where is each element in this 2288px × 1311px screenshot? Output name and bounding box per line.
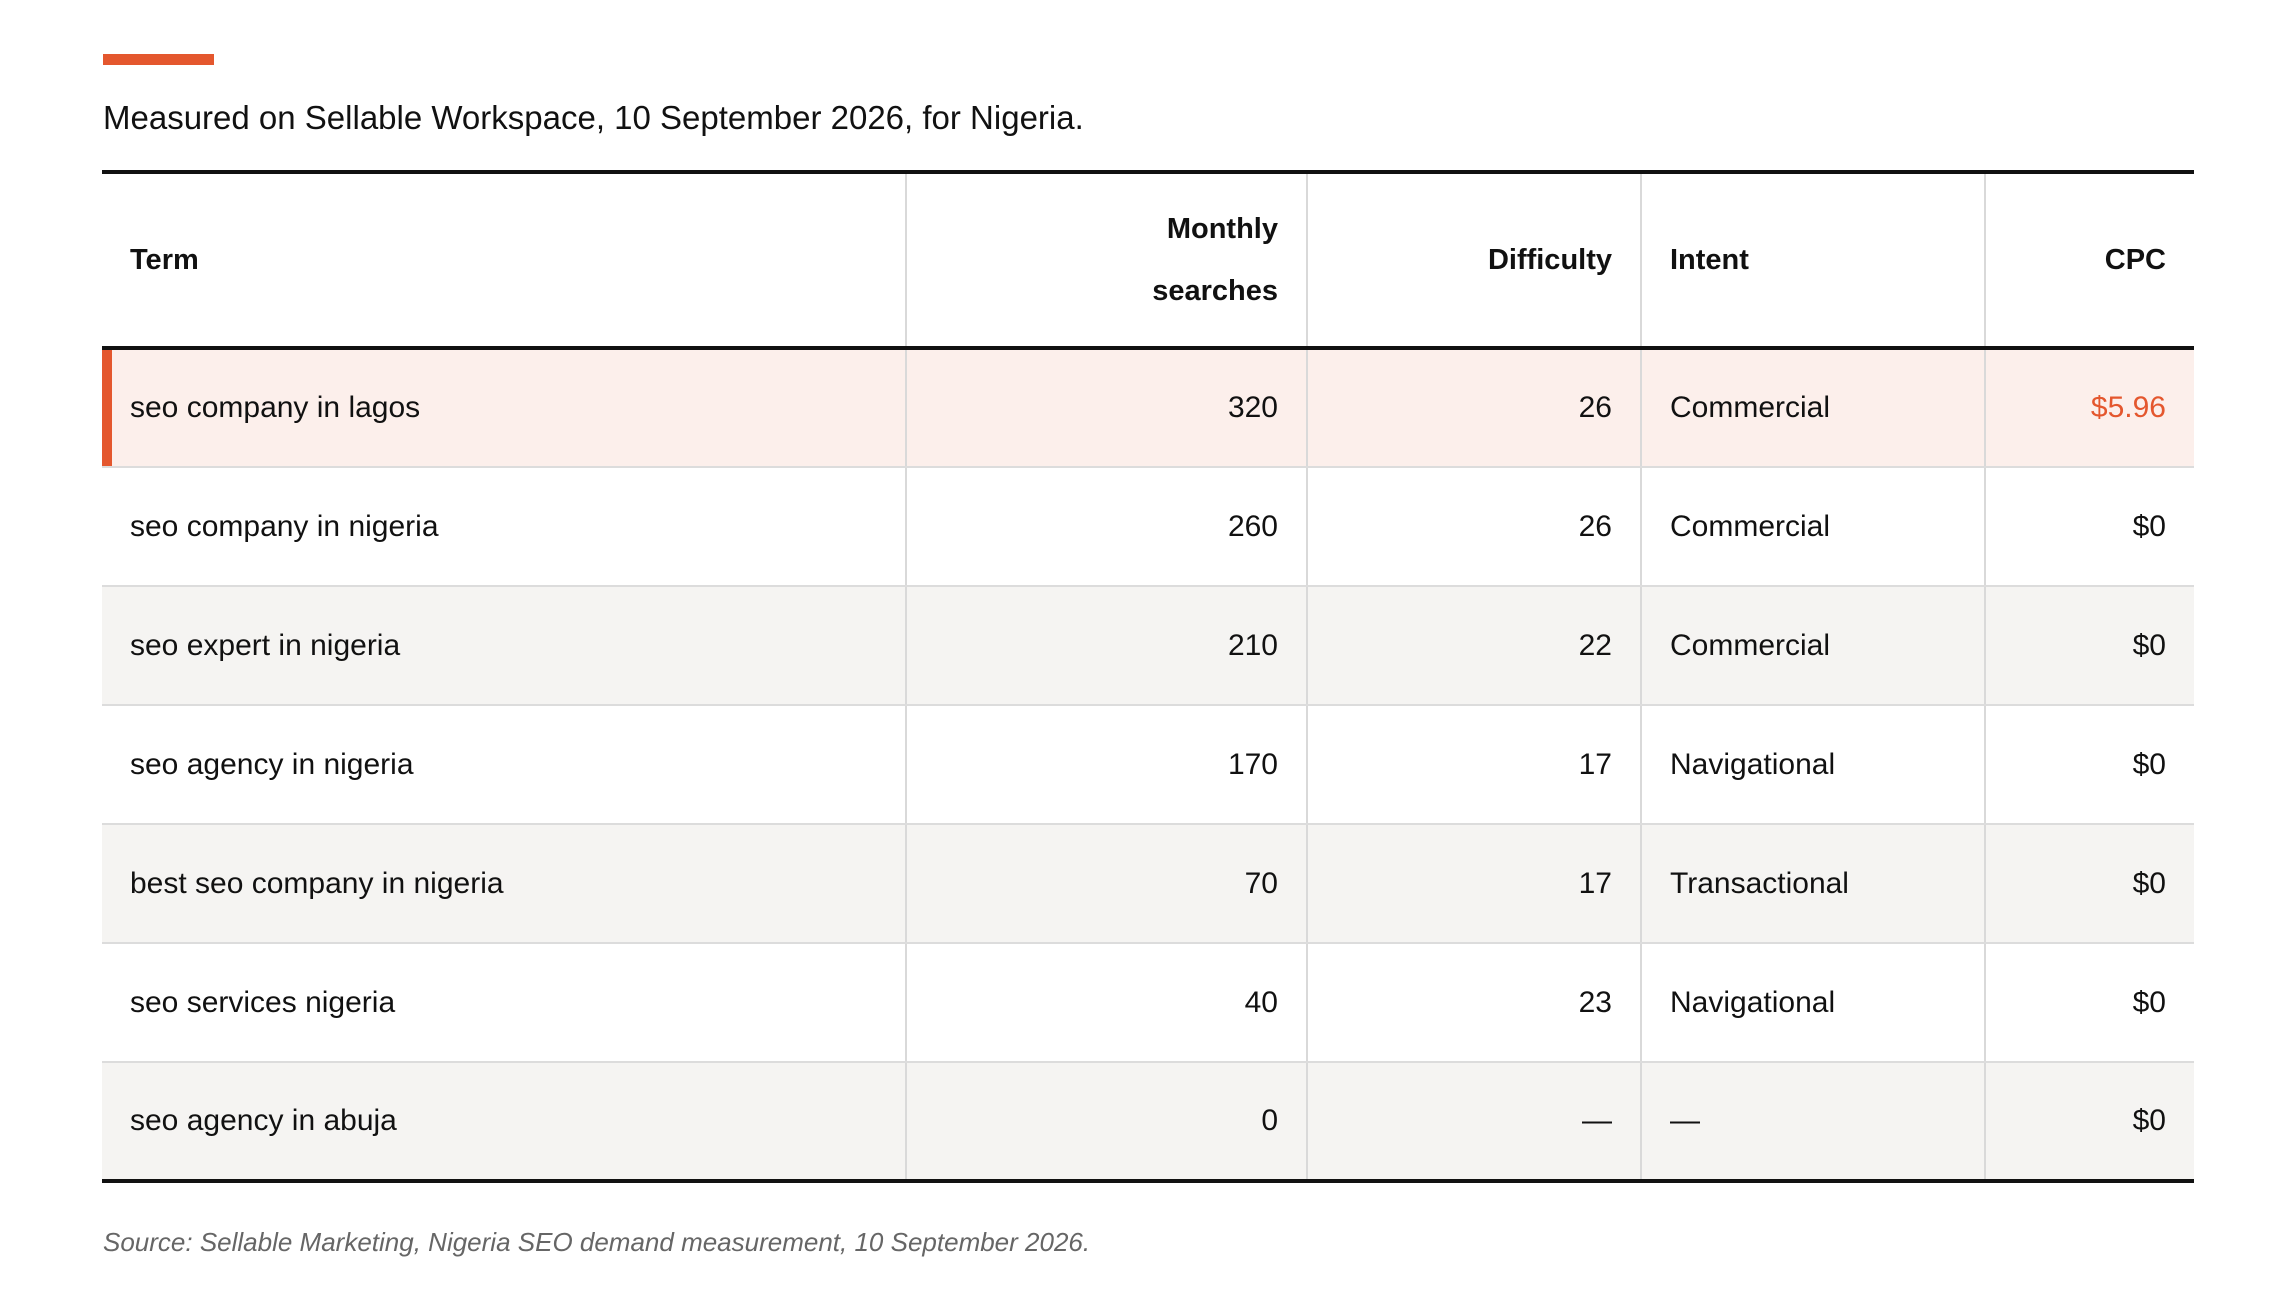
cell-cpc: $0: [1985, 1062, 2194, 1181]
cell-intent: —: [1641, 1062, 1985, 1181]
cell-term: seo services nigeria: [102, 943, 906, 1062]
cell-difficulty: 17: [1307, 705, 1641, 824]
cell-monthly-searches: 320: [906, 348, 1307, 467]
cell-cpc: $0: [1985, 705, 2194, 824]
table-row-highlighted: [102, 348, 2194, 467]
cell-monthly-searches: 70: [906, 824, 1307, 943]
cell-intent: Commercial: [1641, 586, 1985, 705]
table-row: [102, 943, 2194, 1062]
cell-difficulty: 17: [1307, 824, 1641, 943]
cell-cpc: $0: [1985, 943, 2194, 1062]
cell-term: seo agency in nigeria: [102, 705, 906, 824]
table-row: [102, 586, 2194, 705]
cell-cpc: $0: [1985, 467, 2194, 586]
accent-bar: [103, 54, 214, 65]
header-row: [102, 172, 2194, 348]
header-intent: Intent: [1641, 172, 1985, 348]
cell-term: seo company in lagos: [102, 348, 906, 467]
table-header: [102, 172, 2194, 348]
table-row: [102, 467, 2194, 586]
cell-term: seo agency in abuja: [102, 1062, 906, 1181]
cell-monthly-searches: 0: [906, 1062, 1307, 1181]
cell-intent: Navigational: [1641, 705, 1985, 824]
cell-cpc: $0: [1985, 586, 2194, 705]
keyword-table: [102, 170, 2194, 1183]
table-row: [102, 705, 2194, 824]
cell-difficulty: 23: [1307, 943, 1641, 1062]
cell-intent: Navigational: [1641, 943, 1985, 1062]
header-monthly-searches: [906, 172, 1307, 348]
cell-term: seo expert in nigeria: [102, 586, 906, 705]
cell-term: best seo company in nigeria: [102, 824, 906, 943]
table-row: [102, 824, 2194, 943]
cell-monthly-searches: 40: [906, 943, 1307, 1062]
cell-monthly-searches: 170: [906, 705, 1307, 824]
table-caption: Measured on Sellable Workspace, 10 September 2026, for Nigeria.: [103, 99, 1084, 136]
cell-difficulty: 22: [1307, 586, 1641, 705]
cell-cpc: $5.96: [1985, 348, 2194, 467]
cell-intent: Commercial: [1641, 467, 1985, 586]
source-note: Source: Sellable Marketing, Nigeria SEO demand measurement, 10 September 2026.: [103, 1227, 1091, 1257]
header-monthly-searches-line1: Monthly: [1166, 213, 1278, 245]
header-cpc: CPC: [1985, 172, 2194, 348]
cell-intent: Commercial: [1641, 348, 1985, 467]
cell-difficulty: 26: [1307, 348, 1641, 467]
header-term: Term: [102, 172, 906, 348]
cell-monthly-searches: 210: [906, 586, 1307, 705]
cell-cpc: $0: [1985, 824, 2194, 943]
cell-term: seo company in nigeria: [102, 467, 906, 586]
cell-monthly-searches: 260: [906, 467, 1307, 586]
header-difficulty: Difficulty: [1307, 172, 1641, 348]
table-body: [102, 348, 2194, 1181]
cell-difficulty: 26: [1307, 467, 1641, 586]
cell-intent: Transactional: [1641, 824, 1985, 943]
cell-difficulty: —: [1307, 1062, 1641, 1181]
table-row: [102, 1062, 2194, 1181]
header-monthly-searches-line2: searches: [1152, 275, 1278, 307]
